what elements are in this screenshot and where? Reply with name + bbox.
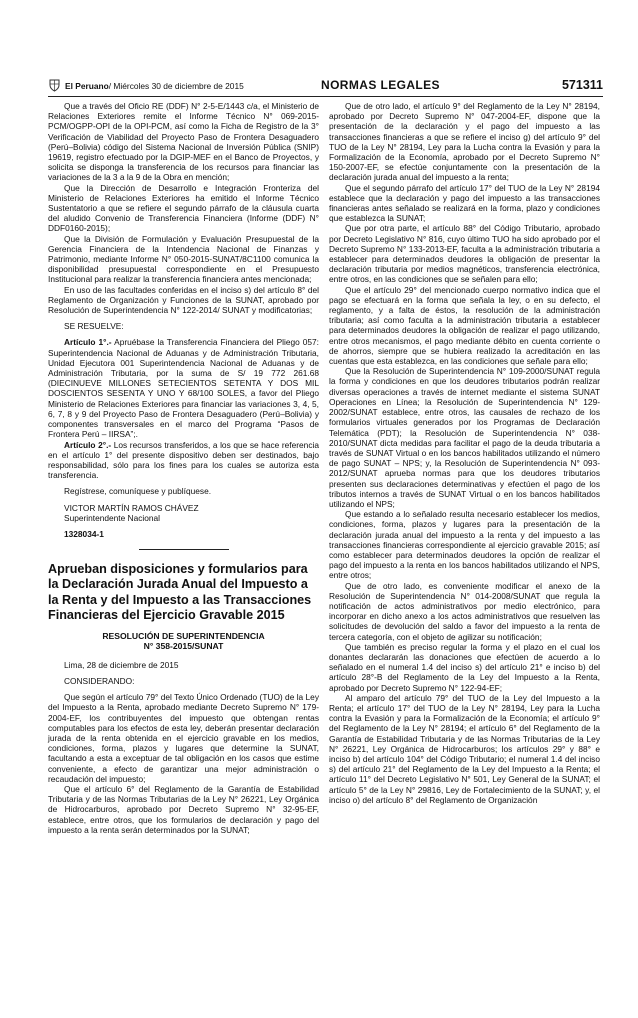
signer-name: VICTOR MARTÍN RAMOS CHÁVEZ <box>64 502 199 513</box>
resolution-heading: RESOLUCIÓN DE SUPERINTENDENCIA N° 358-2015/SUNAT <box>102 630 265 652</box>
section-title: NORMAS LEGALES <box>321 78 440 92</box>
paragraph: Que la División de Formulación y Evaluación Presupuestal de la Gerencia Financiera de la Intendencia Nacional de Finanzas y Patrimonio, mediante Informe N° 050-2015-SUNAT/8C1100 comunica la disponibilidad presupuestal correspondiente en el Presupuesto Institucional para realizar la transferencia financiera antes mencionada; <box>48 233 319 285</box>
resolution-date: Lima, 28 de diciembre de 2015 <box>64 659 179 670</box>
paragraph: Que estando a lo señalado resulta necesario establecer los medios, condiciones, forma, plazos y lugares para la presentación de la declaración jurada anual del impuesto a la renta y del impuesto a las transacciones financieras correspondiente al ejercicio gravable 2015; así como establecer para determinados deudores la opción de realizar el pago del impuesto a la renta en los bancos habilitados utilizando el NPS, entre otros; <box>329 509 600 581</box>
right-column <box>329 101 600 805</box>
closing-formula: Regístrese, comuníquese y publíquese. <box>64 486 212 497</box>
article-label: Artículo 2°.- <box>64 439 112 450</box>
section-separator <box>139 549 229 550</box>
page-number: 571311 <box>561 78 603 92</box>
page-header <box>48 78 603 96</box>
header-divider <box>48 96 603 97</box>
resolve-heading: SE RESUELVE: <box>64 321 124 332</box>
article-1: Artículo 1°.- Apruébase la Transferencia Financiera del Pliego 057: Superintendencia Nacional de Aduanas y de Administración Tributaria, Unidad Ejecutora 001 Superintendencia Nacional de Aduanas y de Administración Tributaria, por la suma de S/ 19 772 261.68 (DIECINUEVE MILLONES SETECIENTOS SETENTA Y DOS MIL DOSCIENTOS SESENTA Y UNO Y 68/100 SOLES, a favor del Pliego Ministerio de Relaciones Exteriores para financiar las variaciones 3, 4, 5, 6, 7, 8 y 9 del Proyecto Paso de Frontera Desaguadero (Perú–Bolivia) y componentes transversales en el marco del Programa “Pasos de Frontera Perú – IIRSA”;. <box>48 337 319 440</box>
norm-title: Aprueban disposiciones y formularios para la Declaración Jurada Anual del Impuesto a la Renta y del Impuesto a las Transacciones Financieras del Ejercicio Gravable 2015 <box>48 562 312 622</box>
publication-info: El Peruano/ Miércoles 30 de diciembre de 2015 <box>65 81 244 91</box>
coat-of-arms-icon <box>48 79 61 92</box>
paragraph: Que a través del Oficio RE (DDF) N° 2-5-E/1443 c/a, el Ministerio de Relaciones Exteriores remite el Informe Técnico N° 069-2015-PCM/OGPP-OPI de la OPI-PCM, así como la Ficha de Registro de la 3° Verificación de Viabilidad del Proyecto Paso de Frontera Desaguadero (Perú–Bolivia) código del Sistema Nacional de Inversión Pública (SNIP) 19619, registro efectuado por la DGIP-MEF en el Banco de Proyectos, y solicita se disponga la transferencia de los recursos para financiar las variaciones de la 3 a la 9 de la Obra en mención; <box>48 101 319 183</box>
article-2: Artículo 2°.- Los recursos transferidos, a los que se hace referencia en el artículo 1° del presente dispositivo deben ser destinados, bajo responsabilidad, sólo para los fines para los cuales se autoriza esta transferencia. <box>48 439 319 481</box>
paragraph: Que también es preciso regular la forma y el plazo en el cual los donantes declararán las donaciones que efectúen de acuerdo a lo señalado en el numeral 1.4 del inciso s) del artículo 21° e inciso b) del artículo 28°-B del Reglamento de la Ley del Impuesto a la Renta, aprobado por Decreto Supremo N° 122-94-EF; <box>329 641 600 693</box>
paragraph: Que el segundo párrafo del artículo 17° del TUO de la Ley N° 28194 establece que la declaración y pago del impuesto a las transacciones financieras antes señalado se realizará en la forma, plazo y condiciones que establezca la SUNAT; <box>329 182 600 224</box>
signer-role: Superintendente Nacional <box>64 512 161 523</box>
paragraph: Que de otro lado, es conveniente modificar el anexo de la Resolución de Superintendencia N° 014-2008/SUNAT que regula la notificación de actos administrativos por medio electrónico, para incorporar en dicho anexo a los actos administrativos que resuelven las solicitudes de devolución del saldo a favor del impuesto a la renta de tercera categoría, con el objeto de agilizar su notificación; <box>329 580 600 642</box>
paragraph: Que por otra parte, el artículo 88° del Código Tributario, aprobado por Decreto Legislativo N° 816, cuyo último TUO ha sido aprobado por el Decreto Supremo N° 133-2013-EF, faculta a la administración tributaria a establecer para determinados deudores la obligación de presentar la declaración tributaria por medios magnéticos, transferencia electrónica, entre otros, en las condiciones que se señalen para ello; <box>329 223 600 285</box>
article-label: Artículo 1°.- <box>64 337 112 348</box>
paragraph: Que de otro lado, el artículo 9° del Reglamento de la Ley N° 28194, aprobado por Decreto Supremo N° 047-2004-EF, dispone que la presentación de la declaración y el pago del impuesto a las transacciones financieras a que se refiere el inciso g) del artículo 9° del TUO de la Ley N° 28194, Ley para la Lucha contra la Evasión y para la Formalización de la Economía, aprobado por el Decreto Supremo N° 150-2007-EF, se efectúe conjuntamente con la presentación de la declaración jurada anual del impuesto a la renta; <box>329 101 600 183</box>
paragraph: Que el artículo 29° del mencionado cuerpo normativo indica que el pago se efectuará en la forma que señala la ley, o en su defecto, el reglamento, y a falta de éstos, la resolución de la administración tributaria; así como faculta a la administración tributaria a establecer para determinados deudores la obligación de realizar el pago utilizando, entre otros mecanismos, el pago mediante débito en cuenta corriente o de ahorros, siempre que se hubiera realizado la acreditación en las cuentas que esta establezca, en las condiciones que señale para ello; <box>329 284 600 367</box>
considering-heading: CONSIDERANDO: <box>64 675 135 686</box>
paragraph: Que la Resolución de Superintendencia N° 109-2000/SUNAT regula la forma y condiciones en que los deudores tributarios podrán realizar diversas operaciones a través de internet mediante el sistema SUNAT Operaciones en Línea; la Resolución de Superintendencia N° 129-2002/SUNAT establece, entre otros, las causales de rechazo de los formularios virtuales generados por los Programas de Declaración Telemática (PDT); la Resolución de Superintendencia N° 038-2010/SUNAT dicta medidas para facilitar el pago de la deuda tributaria a través de SUNAT Virtual o en los bancos habilitados utilizando el número de pago SUNAT – NPS; y, la Resolución de Superintendencia N° 093-2012/SUNAT aprueba normas para que los deudores tributarios presenten sus declaraciones determinativas y efectúen el pago de los tributos internos a través de SUNAT Virtual o en los bancos habilitados utilizando el NPS; <box>329 366 600 509</box>
notice-number: 1328034-1 <box>64 528 104 539</box>
paragraph: En uso de las facultades conferidas en el inciso s) del artículo 8° del Reglamento de Organización y Funciones de la SUNAT, aprobado por Resolución de Superintendencia N° 122-2014/ SUNAT y modificatorias; <box>48 284 319 316</box>
paragraph: Que la Dirección de Desarrollo e Integración Fronteriza del Ministerio de Relaciones Exteriores ha emitido el Informe Técnico Sustentatorio a que se refiere el segundo párrafo de la cláusula cuarta del aludido Convenio de Transferencia Financiera (Informe (DDF) N° DDF0160-2015); <box>48 182 319 234</box>
paragraph: Al amparo del artículo 79° del TUO de la Ley del Impuesto a la Renta; el artículo 17° del TUO de la Ley N° 28194, Ley para la Lucha contra la Evasión y para la Formalización de la Economía; el artículo 9° del Reglamento de la Ley N° 28194; el artículo 6° del Reglamento de la Garantía de Estabilidad Tributaria y de las Normas Tributarias de la Ley N° 26221, Ley Orgánica de Hidrocarburos; los artículos 29° y 88° e inciso b) del artículo 104° del Código Tributario; el numeral 1.4 del inciso s) del artículo 21° del Reglamento de la Ley del Impuesto a la Renta; el artículo 11° del Decreto Legislativo N° 501, Ley General de la SUNAT; el artículo 5° de la Ley N° 29816, Ley de Fortalecimiento de la SUNAT; y, el inciso o) del artículo 8° del Reglamento de Organización <box>329 692 600 805</box>
paragraph: Que según el artículo 79° del Texto Único Ordenado (TUO) de la Ley del Impuesto a la Renta, aprobado mediante Decreto Supremo N° 179-2004-EF, los contribuyentes del impuesto que obtengan rentas computables para los efectos de esta ley, deberán presentar declaración jurada de la renta obtenida en el ejercicio gravable en los medios, condiciones, forma, plazos y lugares que determine la SUNAT, facultando a esta a exceptuar de tal obligación en los casos que estime conveniente, a efecto de garantizar una mejor administración o recaudación del impuesto; <box>48 692 319 784</box>
paragraph: Que el artículo 6° del Reglamento de la Garantía de Estabilidad Tributaria y de las Normas Tributarias de la Ley N° 26221, Ley Orgánica de Hidrocarburos, aprobado por Decreto Supremo N° 32-95-EF, establece, entre otros, que los formularios de declaración y pago del impuesto a la renta serán determinados por la SUNAT; <box>48 783 319 835</box>
left-column <box>48 101 319 835</box>
